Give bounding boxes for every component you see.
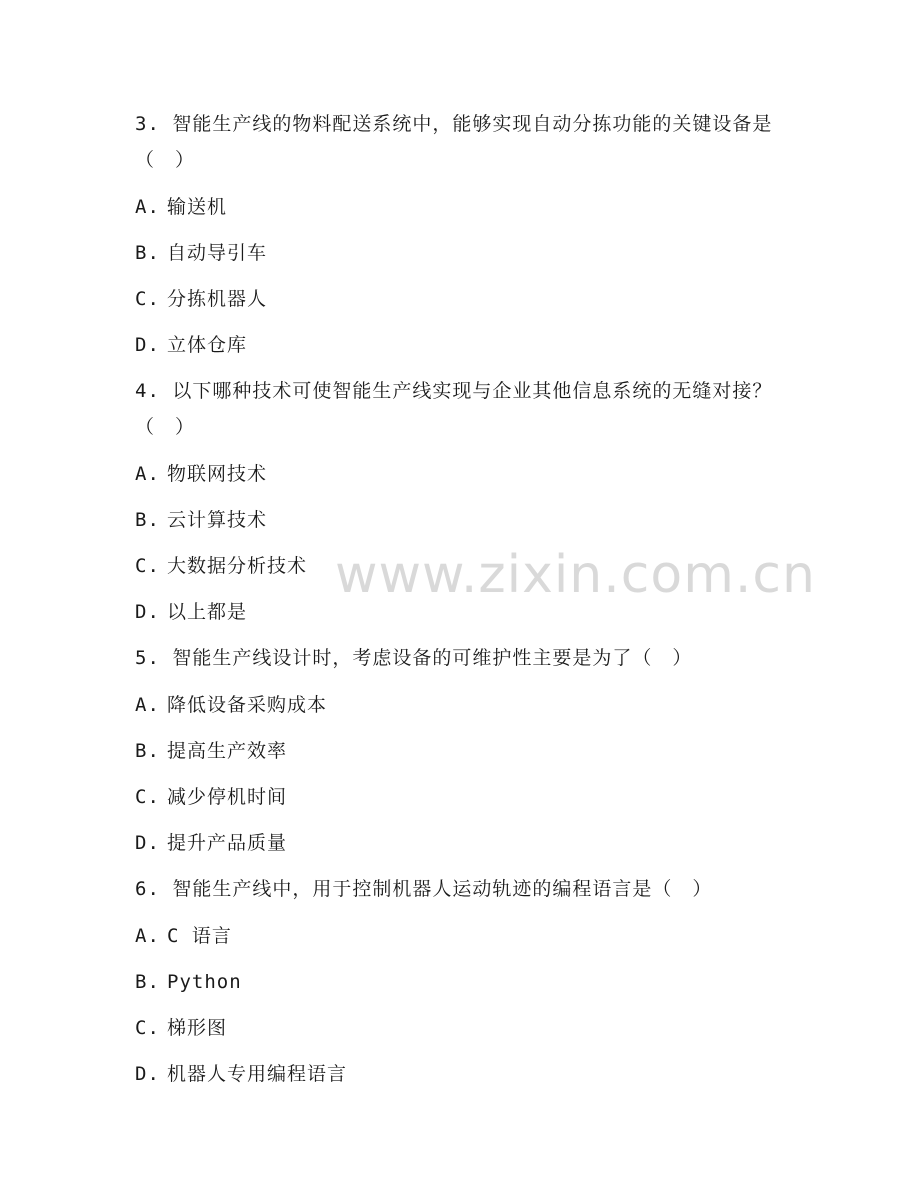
watermark-text: www.zixin.com.cn xyxy=(335,545,816,605)
question-5-option-a xyxy=(135,687,785,723)
option-letter: B. xyxy=(135,509,160,531)
option-text: 物联网技术 xyxy=(167,463,268,485)
option-letter: D. xyxy=(135,601,160,623)
question-5-text: 5. 智能生产线设计时，考虑设备的可维护性主要是为了（ ） xyxy=(135,647,693,669)
question-6-text: 6. 智能生产线中，用于控制机器人运动轨迹的编程语言是（ ） xyxy=(135,878,713,900)
question-3-option-c xyxy=(135,281,785,317)
question-5-option-b xyxy=(135,733,785,769)
option-letter: C. xyxy=(135,1017,160,1039)
option-letter: D. xyxy=(135,832,160,854)
question-4-text: 4. 以下哪种技术可使智能生产线实现与企业其他信息系统的无缝对接？（ ） xyxy=(135,380,773,438)
question-4-option-b xyxy=(135,502,785,538)
question-3-text: 3. 智能生产线的物料配送系统中，能够实现自动分拣功能的关键设备是（ ） xyxy=(135,113,773,171)
question-3-option-d xyxy=(135,327,785,363)
question-6-option-b xyxy=(135,964,785,1000)
option-text: 梯形图 xyxy=(167,1017,228,1039)
option-letter: A. xyxy=(135,463,160,485)
option-letter: A. xyxy=(135,694,160,716)
option-text: 以上都是 xyxy=(167,601,248,623)
option-text: 机器人专用编程语言 xyxy=(167,1063,348,1085)
option-text: Python xyxy=(167,971,242,993)
question-6-option-d xyxy=(135,1056,785,1092)
option-text: 自动导引车 xyxy=(167,242,268,264)
option-letter: B. xyxy=(135,740,160,762)
question-6-option-a xyxy=(135,918,785,954)
option-letter: C. xyxy=(135,786,160,808)
option-letter: B. xyxy=(135,242,160,264)
option-text: 提升产品质量 xyxy=(167,832,288,854)
option-text: 输送机 xyxy=(167,196,228,218)
option-text: C 语言 xyxy=(167,925,232,947)
option-text: 提高生产效率 xyxy=(167,740,288,762)
option-letter: D. xyxy=(135,334,160,356)
option-letter: B. xyxy=(135,971,160,993)
option-letter: C. xyxy=(135,288,160,310)
option-text: 大数据分析技术 xyxy=(167,555,308,577)
question-3-option-b xyxy=(135,235,785,271)
question-6-option-c xyxy=(135,1010,785,1046)
option-letter: A. xyxy=(135,196,160,218)
option-letter: A. xyxy=(135,925,160,947)
question-4-option-a xyxy=(135,456,785,492)
option-text: 立体仓库 xyxy=(167,334,248,356)
question-5-option-d xyxy=(135,825,785,861)
question-3-option-a xyxy=(135,189,785,225)
option-text: 减少停机时间 xyxy=(167,786,288,808)
option-letter: D. xyxy=(135,1063,160,1085)
option-letter: C. xyxy=(135,555,160,577)
option-text: 云计算技术 xyxy=(167,509,268,531)
option-text: 分拣机器人 xyxy=(167,288,268,310)
question-5-option-c xyxy=(135,779,785,815)
option-text: 降低设备采购成本 xyxy=(167,694,328,716)
